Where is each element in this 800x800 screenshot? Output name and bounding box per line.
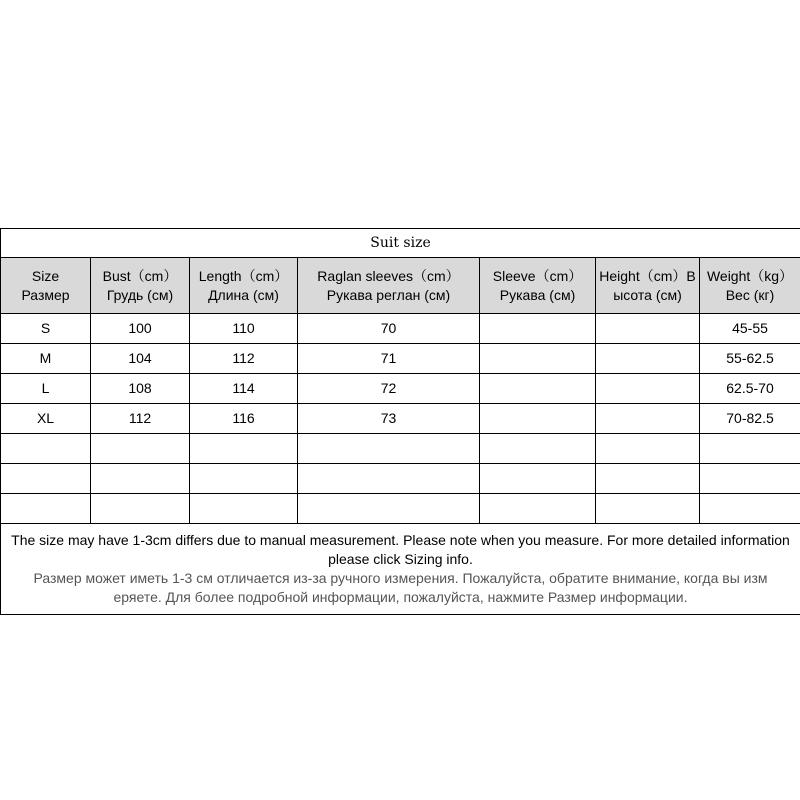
header-sleeve: [480, 258, 596, 314]
table-cell: L: [1, 374, 91, 404]
table-cell: 104: [91, 344, 190, 374]
table-row: [1, 464, 800, 494]
table-cell: [480, 314, 596, 344]
table-cell: [480, 494, 596, 524]
table-cell: [596, 314, 700, 344]
size-table: [0, 228, 800, 615]
table-cell: 72: [298, 374, 480, 404]
table-cell: S: [1, 314, 91, 344]
table-cell: [298, 464, 480, 494]
table-cell: [91, 464, 190, 494]
table-cell: [700, 434, 800, 464]
table-cell: M: [1, 344, 91, 374]
table-cell: [298, 434, 480, 464]
note-english: The size may have 1-3cm differs due to manual measurement. Please note when you measure. For more detailed information please click Sizing info.: [11, 532, 790, 567]
table-row: [1, 374, 800, 404]
table-cell: [1, 434, 91, 464]
table-cell: [480, 434, 596, 464]
header-raglan-ru: Рукава реглан (см): [326, 286, 451, 303]
table-cell: [700, 494, 800, 524]
note-row: [1, 524, 800, 615]
header-size-ru: Размер: [21, 286, 70, 303]
table-cell: [190, 464, 298, 494]
table-title: Suit size: [1, 229, 800, 258]
table-cell: [1, 494, 91, 524]
header-sleeve-ru: Рукава (см): [499, 286, 576, 303]
note-russian-line-1: Размер может иметь 1-3 см отличается из-за ручного измерения. Пожалуйста, обратите внимание, когда вы изм: [33, 570, 768, 586]
table-cell: 108: [91, 374, 190, 404]
table-row: [1, 494, 800, 524]
table-cell: 62.5-70: [700, 374, 800, 404]
table-row: [1, 314, 800, 344]
header-sleeve-en: Sleeve（cm）: [492, 267, 583, 284]
header-weight: [700, 258, 800, 314]
table-cell: [596, 434, 700, 464]
header-row: [1, 258, 800, 314]
size-chart: [0, 228, 800, 615]
table-cell: 55-62.5: [700, 344, 800, 374]
table-cell: [596, 404, 700, 434]
measurement-note: [1, 524, 800, 615]
header-bust-ru: Грудь (см): [106, 286, 174, 303]
table-cell: 73: [298, 404, 480, 434]
header-weight-ru: Вес (кг): [725, 286, 775, 303]
header-height-ru: ысота (см): [613, 286, 682, 303]
table-cell: [596, 344, 700, 374]
table-row: [1, 344, 800, 374]
table-cell: 71: [298, 344, 480, 374]
header-weight-en: Weight（kg）: [706, 267, 794, 284]
table-cell: [91, 494, 190, 524]
table-cell: [480, 344, 596, 374]
title-row: [1, 229, 800, 258]
table-cell: 70-82.5: [700, 404, 800, 434]
table-cell: [480, 374, 596, 404]
header-size: [1, 258, 91, 314]
header-height-en: Height（cm）В: [599, 267, 696, 284]
table-row: [1, 404, 800, 434]
table-cell: [596, 494, 700, 524]
header-size-en: Size: [31, 267, 60, 284]
table-cell: 100: [91, 314, 190, 344]
table-cell: [480, 464, 596, 494]
header-bust-en: Bust（cm）: [102, 267, 178, 284]
table-cell: 45-55: [700, 314, 800, 344]
table-cell: [700, 464, 800, 494]
header-length: [190, 258, 298, 314]
header-raglan-en: Raglan sleeves（cm）: [317, 267, 460, 284]
table-row: [1, 434, 800, 464]
table-cell: [596, 374, 700, 404]
header-length-ru: Длина (см): [208, 286, 279, 303]
table-cell: [596, 464, 700, 494]
table-cell: [298, 494, 480, 524]
header-raglan-sleeves: [298, 258, 480, 314]
table-cell: XL: [1, 404, 91, 434]
table-cell: 110: [190, 314, 298, 344]
note-russian-line-2: еряете. Для более подробной информации, пожалуйста, нажмите Размер информации.: [113, 589, 688, 605]
table-cell: 112: [91, 404, 190, 434]
header-bust: [91, 258, 190, 314]
table-cell: [480, 404, 596, 434]
table-cell: [1, 464, 91, 494]
table-cell: 112: [190, 344, 298, 374]
table-cell: 70: [298, 314, 480, 344]
table-cell: [190, 434, 298, 464]
table-cell: 114: [190, 374, 298, 404]
table-cell: 116: [190, 404, 298, 434]
header-length-en: Length（cm）: [198, 267, 289, 284]
header-height: [596, 258, 700, 314]
table-cell: [91, 434, 190, 464]
table-cell: [190, 494, 298, 524]
